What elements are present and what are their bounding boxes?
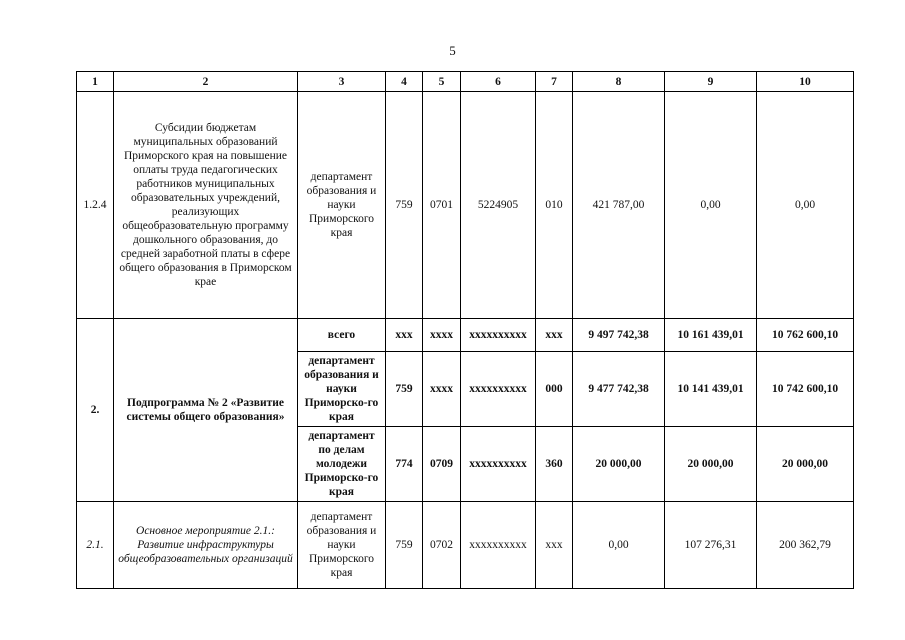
executor-cell: департамент образования и науки Приморского края <box>298 92 386 319</box>
vr-cell: ххх <box>536 319 573 352</box>
grbs-cell: 759 <box>386 352 423 427</box>
column-header: 9 <box>665 72 757 92</box>
value-2015-cell: 0,00 <box>757 92 854 319</box>
value-2014-cell: 10 141 439,01 <box>665 352 757 427</box>
page-number: 5 <box>449 43 456 58</box>
csr-cell: хххххххххх <box>461 427 536 502</box>
executor-cell: всего <box>298 319 386 352</box>
vr-cell: 010 <box>536 92 573 319</box>
column-header: 4 <box>386 72 423 92</box>
rzpr-cell: 0709 <box>423 427 461 502</box>
value-2015-cell: 200 362,79 <box>757 502 854 589</box>
row-number: 1.2.4 <box>77 92 114 319</box>
rzpr-cell: хххх <box>423 319 461 352</box>
grbs-cell: 774 <box>386 427 423 502</box>
vr-cell: 000 <box>536 352 573 427</box>
table-row <box>77 92 854 319</box>
csr-cell: хххххххххх <box>461 502 536 589</box>
column-header: 7 <box>536 72 573 92</box>
csr-cell: хххххххххх <box>461 319 536 352</box>
executor-cell: департамент по делам молодежи Приморско-го края <box>298 427 386 502</box>
table-row <box>77 319 854 352</box>
value-2015-cell: 20 000,00 <box>757 427 854 502</box>
rzpr-cell: 0701 <box>423 92 461 319</box>
vr-cell: ххх <box>536 502 573 589</box>
column-header: 2 <box>114 72 298 92</box>
csr-cell: 5224905 <box>461 92 536 319</box>
value-2013-cell: 421 787,00 <box>573 92 665 319</box>
value-2014-cell: 107 276,31 <box>665 502 757 589</box>
value-2014-cell: 0,00 <box>665 92 757 319</box>
table-header-row <box>77 72 854 92</box>
row-number: 2. <box>77 319 114 502</box>
budget-table <box>76 71 854 589</box>
column-header: 10 <box>757 72 854 92</box>
executor-cell: департамент образования и науки Приморского края <box>298 502 386 589</box>
row-name: Подпрограмма № 2 «Развитие системы общего образования» <box>114 319 298 502</box>
value-2013-cell: 0,00 <box>573 502 665 589</box>
value-2013-cell: 20 000,00 <box>573 427 665 502</box>
row-name: Субсидии бюджетам муниципальных образований Приморского края на повышение оплаты труда педагогических работников муниципальных образовательных учреждений, реализующих общеобразовательную программу дошкольного образования, до средней заработной платы в сфере общего образования в Приморском крае <box>114 92 298 319</box>
rzpr-cell: хххх <box>423 352 461 427</box>
vr-cell: 360 <box>536 427 573 502</box>
value-2014-cell: 10 161 439,01 <box>665 319 757 352</box>
row-number: 2.1. <box>77 502 114 589</box>
column-header: 5 <box>423 72 461 92</box>
value-2015-cell: 10 742 600,10 <box>757 352 854 427</box>
rzpr-cell: 0702 <box>423 502 461 589</box>
csr-cell: хххххххххх <box>461 352 536 427</box>
value-2013-cell: 9 497 742,38 <box>573 319 665 352</box>
value-2015-cell: 10 762 600,10 <box>757 319 854 352</box>
column-header: 1 <box>77 72 114 92</box>
grbs-cell: ххх <box>386 319 423 352</box>
column-header: 3 <box>298 72 386 92</box>
value-2013-cell: 9 477 742,38 <box>573 352 665 427</box>
value-2014-cell: 20 000,00 <box>665 427 757 502</box>
column-header: 6 <box>461 72 536 92</box>
grbs-cell: 759 <box>386 92 423 319</box>
executor-cell: департамент образования и науки Приморско-го края <box>298 352 386 427</box>
column-header: 8 <box>573 72 665 92</box>
table-row <box>77 502 854 589</box>
grbs-cell: 759 <box>386 502 423 589</box>
row-name: Основное мероприятие 2.1.: Развитие инфраструктуры общеобразовательных организаций <box>114 502 298 589</box>
